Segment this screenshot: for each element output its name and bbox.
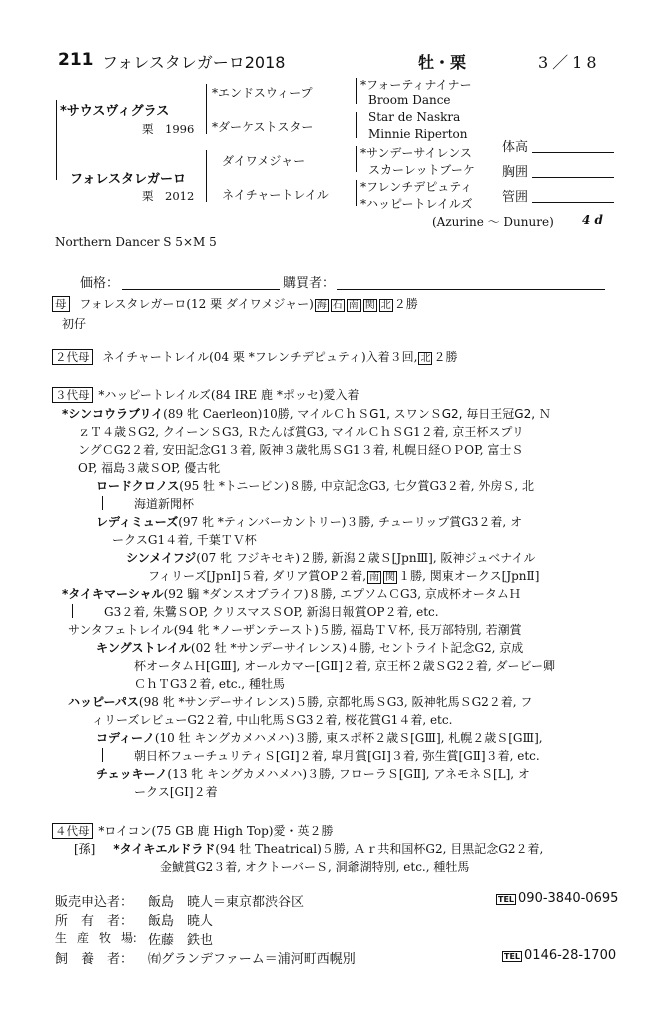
sire-sire: *エンドスウィープ [212, 86, 313, 100]
dam-tag: 母 [52, 296, 70, 312]
sire-info: 栗 1996 [142, 122, 195, 136]
tree-line [102, 496, 103, 510]
list-item: キングストレイル(02 牡 *サンデーサイレンス)４勝, セントライト記念G2, 京成 [96, 641, 524, 655]
tree-line [72, 604, 73, 618]
list-item: ークスG1４着, 千葉ＴＶ杯 [112, 533, 257, 547]
list-item: ークス[GⅠ]２着 [134, 785, 218, 799]
list-item: ングＣG2２着, 安田記念G1３着, 阪神３歳牝馬ＳG1３着, 札幌日経ＯＰOP, 富士Ｓ [78, 443, 524, 457]
sire-dam-sire: Star de Naskra [368, 110, 461, 124]
sire-name: *サウスヴィグラス [60, 104, 170, 119]
dam-badge-1: 海 [316, 300, 327, 311]
keeper: ㈲グランデファーム＝浦河町西幌別 [148, 952, 356, 967]
gen3-tag: ３代母 [52, 387, 93, 403]
list-item: 杯オータムＨ[GⅢ], オールカマー[GⅡ]２着, 京王杯２歳ＳG2２着, ダービー卿 [134, 659, 556, 673]
buyer-label: 購買者： [283, 276, 336, 291]
gen2-tag: ２代母 [52, 349, 93, 365]
list-item: [孫] *タイキエルドラド(94 牡 Theatrical)５勝, Ａｒ共和国杯G2, 目黒記念G2２着, [74, 842, 544, 856]
owner: 飯島 暁人 [148, 914, 214, 929]
gen3-text: *ハッピートレイルズ(84 IRE 鹿 *ポッセ)愛入着 [98, 388, 360, 402]
keeper-label: 飼 養 者： [55, 952, 134, 967]
keeper-tel: TEL 0146-28-1700 [504, 948, 617, 963]
gen2-badge: 北 [420, 353, 431, 364]
seller-label: 販売申込者： [55, 895, 134, 910]
breeder: 佐藤 鉄也 [148, 933, 214, 948]
list-item: チェッキーノ(13 牝 キングカメハメハ)３勝, フローラＳ[GⅡ], アネモネＳ[L], オ [96, 767, 530, 781]
gen2-section [52, 348, 457, 365]
sire-bracket [206, 84, 207, 134]
list-item: シンメイフジ(07 牝 フジキセキ)２勝, 新潟２歳Ｓ[JpnⅢ], 阪神ジュベナイル [126, 551, 536, 565]
measure-cannon-line [532, 202, 614, 203]
sire-dam-dam: Minnie Riperton [368, 127, 468, 141]
list-item: ロードクロノス(95 牡 *トニービン)８勝, 中京記念G3, 七夕賞G3２着, 外房Ｓ, 北 [96, 479, 535, 493]
dam-dam: ネイチャートレイル [222, 188, 329, 202]
list-item: ハッピーパス(98 牝 *サンデーサイレンス)５勝, 京都牝馬ＳG3, 阪神牝馬ＳG2２着, フ [68, 695, 533, 709]
dam-sire: ダイワメジャー [222, 154, 306, 168]
seller: 飯島 暁人＝東京都渋谷区 [148, 895, 305, 910]
list-item: ＣｈＴG3２着, etc., 種牡馬 [134, 677, 285, 691]
list-item: 朝日杯フューチュリティＳ[GⅠ]２着, 皐月賞[GⅠ]３着, 弥生賞[GⅡ]３着, etc. [134, 749, 540, 763]
dam-info: 栗 2012 [142, 189, 195, 203]
dam-dam-sire: *フレンチデピュティ [360, 180, 473, 194]
dam-bracket [206, 150, 207, 202]
dam-sire-sire: *サンデーサイレンス [360, 146, 472, 160]
gen3-bracket-4 [356, 180, 357, 206]
horse-name: フォレスタレガーロ2018 [102, 53, 286, 72]
dam-text: フォレスタレガーロ(12 栗 ダイワメジャー) [79, 297, 314, 311]
family-line: (Azurine ～ Dunure) [432, 215, 554, 229]
list-item: *シンコウラブリイ(89 牝 Caerleon)10勝, マイルＣｈＳG1, スワンＳG2, 毎日王冠G2, Ｎ [62, 407, 551, 421]
measure-cannon: 管囲 [502, 190, 529, 205]
list-item: 金鯱賞G2３着, オクトーバーＳ, 洞爺湖特別, etc., 種牡馬 [160, 860, 470, 874]
list-item: *タイキマーシャル(92 騸 *ダンスオブライフ)８勝, エプソムＣG3, 京成杯オータムＨ [62, 587, 521, 601]
gen2-text: ネイチャートレイル(04 栗 *フレンチデピュティ)入着３回, [102, 350, 418, 364]
sire-sire-sire: *フォーティナイナー [360, 78, 472, 92]
list-item: G3２着, 朱鷺ＳOP, クリスマスＳOP, 新潟日報賞OP２着, etc. [104, 605, 439, 619]
gen3-bracket-1 [356, 78, 357, 104]
gen4-section [52, 822, 333, 839]
page-number: 3／18 [538, 53, 601, 72]
phone-icon: TEL [498, 895, 515, 904]
sire-sire-dam: Broom Dance [368, 93, 451, 107]
buyer-input-line[interactable] [337, 289, 605, 290]
dam-name: フォレスタレガーロ [70, 172, 186, 187]
dam-sire-dam: スカーレットブーケ [368, 163, 475, 177]
price-input-line[interactable] [122, 289, 280, 290]
gen3-bracket-3 [356, 146, 357, 172]
list-item: ｚＴ４歳ＳG2, クイーンＳG3, Ｒたんぱ賞G3, マイルＣｈＳG1２着, 京王杯スプリ [78, 425, 524, 439]
tree-line [102, 748, 103, 762]
list-item: サンタフェトレイル(94 牝 *ノーザンテースト)５勝, 福島ＴＶ杯, 長万部特別, 若潮賞 [68, 623, 522, 637]
dam-progeny: 初仔 [62, 317, 87, 331]
measure-height-line [532, 152, 614, 153]
dam-badge-3: 南 [348, 300, 359, 311]
dam-badge-4: 関 [364, 300, 375, 311]
phone-icon: TEL [504, 952, 521, 961]
dam-wins: ２勝 [393, 297, 418, 311]
measure-height: 体高 [502, 140, 529, 155]
gen2-wins: ２勝 [433, 350, 458, 364]
family-number: 4 d [582, 213, 603, 227]
owner-label: 所 有 者： [55, 914, 134, 929]
breeder-label: 生 産 牧 場： [55, 931, 144, 945]
measure-chest: 胸囲 [502, 165, 529, 180]
seller-tel: TEL 090-3840-0695 [498, 891, 619, 906]
list-item: レディミューズ(97 牝 *ティンバーカントリー)３勝, チューリップ賞G3２着, オ [96, 515, 523, 529]
gen3-section [52, 386, 360, 403]
sire-dam: *ダーケストスター [212, 120, 314, 134]
gen3-bracket-2 [356, 112, 357, 138]
lot-number: 211 [58, 50, 94, 70]
inbreeding: Northern Dancer S 5×M 5 [55, 235, 217, 249]
gen4-text: *ロイコン(75 GB 鹿 High Top)愛・英２勝 [98, 824, 334, 838]
list-item: フィリーズ[JpnⅠ]５着, ダリア賞OP２着, 南 関 １勝, 関東オークス[JpnⅡ] [148, 569, 540, 583]
dam-badge-2: 石 [332, 300, 343, 311]
price-label: 価格： [80, 276, 120, 291]
dam-dam-dam: *ハッピートレイルズ [360, 197, 473, 211]
list-item: ィリーズレビューG2２着, 中山牝馬ＳG3２着, 桜花賞G1４着, etc. [92, 713, 453, 727]
dam-section [52, 295, 418, 312]
dam-badge-5: 北 [380, 300, 391, 311]
sex-color: 牡・栗 [418, 53, 467, 72]
list-item: コディーノ(10 牡 キングカメハメハ)３勝, 東スポ杯２歳Ｓ[GⅢ], 札幌２歳Ｓ[GⅢ], [96, 731, 543, 745]
pedigree-bracket-left [56, 100, 57, 180]
gen4-tag: ４代母 [52, 823, 93, 839]
measure-chest-line [532, 177, 614, 178]
list-item: OP, 福島３歳ＳOP, 優古牝 [78, 461, 221, 475]
list-item: 海道新聞杯 [134, 497, 195, 511]
